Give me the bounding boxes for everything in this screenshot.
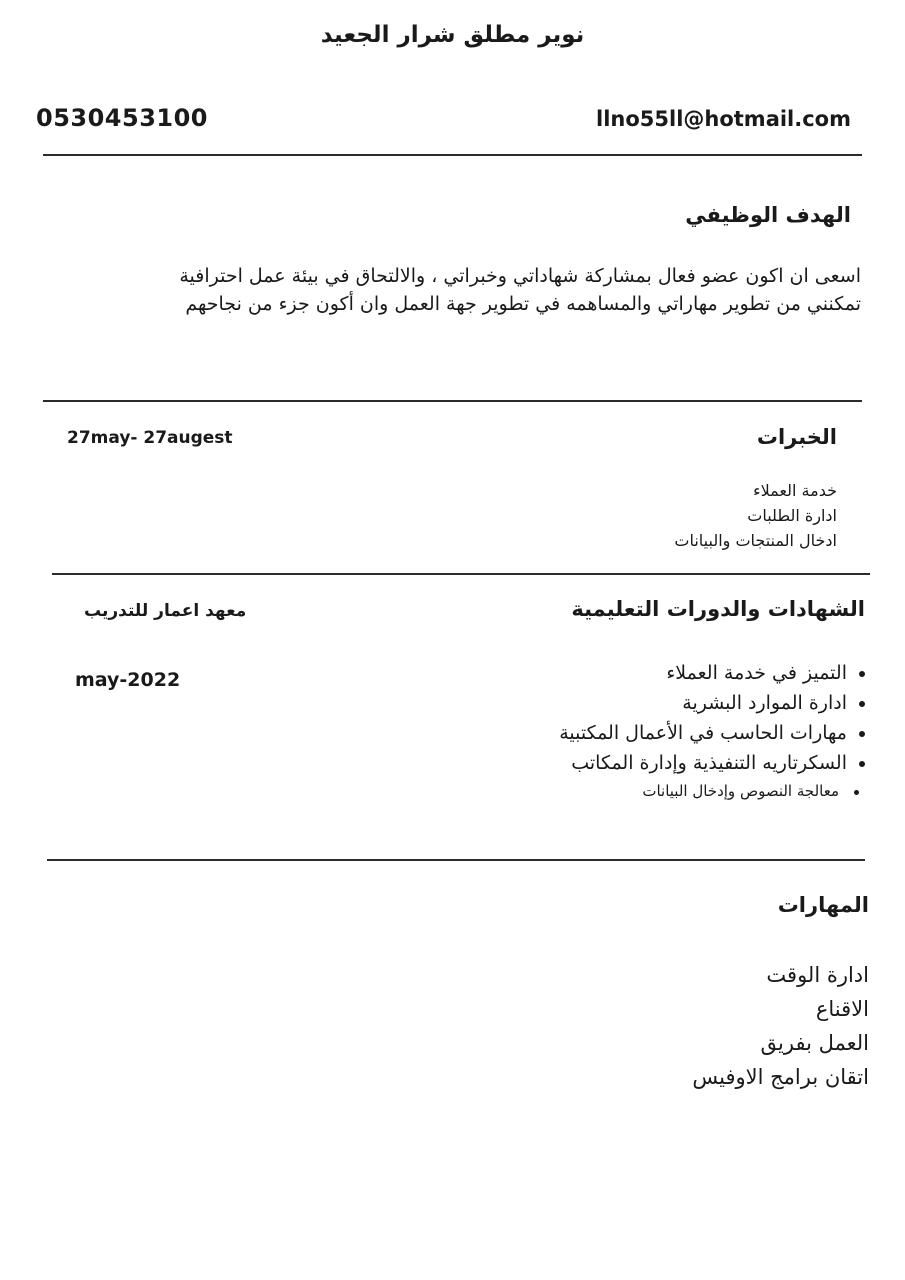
list-item: معالجة النصوص وإدخال البيانات	[559, 778, 859, 804]
objective-text: اسعى ان اكون عضو فعال بمشاركة شهاداتي وخبراتي ، والالتحاق في بيئة عمل احترافية تمكنني من تطوير مهاراتي والمساهمه في تطوير جهة العمل وان أكون جزء من نجاحهم	[179, 265, 861, 315]
experience-title: الخبرات	[756, 425, 837, 449]
divider-objective	[43, 400, 862, 402]
list-item: ادارة الوقت	[766, 963, 869, 987]
skills-title: المهارات	[777, 893, 869, 917]
certificates-title: الشهادات والدورات التعليمية	[571, 597, 865, 621]
list-item: الاقناع	[815, 997, 869, 1021]
resume-name: نوير مطلق شرار الجعيد	[320, 22, 585, 48]
list-item: العمل بفريق	[760, 1031, 869, 1055]
institute-name: معهد اعمار للتدريب	[84, 601, 247, 621]
list-item: خدمة العملاء	[753, 481, 837, 500]
list-item: ادخال المنتجات والبيانات	[674, 531, 837, 550]
list-item: اتقان برامج الاوفيس	[692, 1065, 869, 1089]
experience-dates: 27may- 27augest	[67, 428, 233, 448]
email-address: llno55ll@hotmail.com	[596, 107, 851, 131]
experience-list	[674, 478, 837, 553]
list-item: ادارة الطلبات	[747, 506, 837, 525]
list-item: ادارة الموارد البشرية	[559, 688, 865, 718]
certificates-list	[559, 658, 865, 804]
list-item: التميز في خدمة العملاء	[559, 658, 865, 688]
divider-certificates	[47, 859, 865, 861]
certificate-date: may-2022	[75, 669, 181, 691]
divider-header	[43, 154, 862, 156]
phone-number: 0530453100	[36, 104, 208, 132]
objective-title: الهدف الوظيفي	[685, 203, 851, 227]
list-item: السكرتاريه التنفيذية وإدارة المكاتب	[559, 748, 865, 778]
list-item: مهارات الحاسب في الأعمال المكتبية	[559, 718, 865, 748]
divider-experience	[52, 573, 870, 575]
skills-list	[692, 958, 869, 1094]
